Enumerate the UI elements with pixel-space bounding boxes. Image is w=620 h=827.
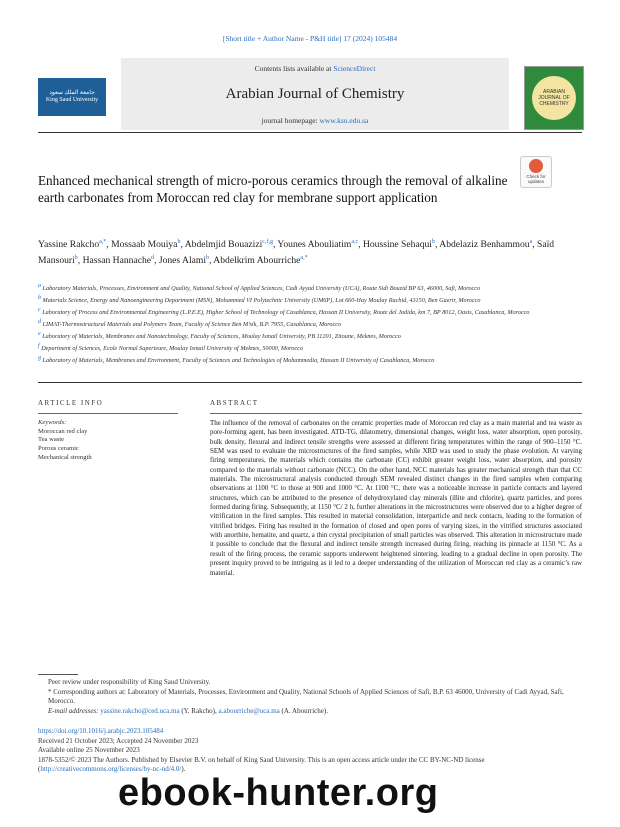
- author-name[interactable]: Abdelkrim Abourriche: [213, 254, 301, 266]
- affiliation-marker: f: [38, 342, 40, 349]
- author-affiliation-marker[interactable]: a,*: [99, 239, 107, 245]
- email-owner-abourriche: (A. Abourriche).: [279, 706, 328, 715]
- keywords-list: [38, 428, 188, 463]
- running-head[interactable]: [Short title + Author Name - P&H title] 17 (2024) 105484: [222, 34, 398, 43]
- author-affiliation-marker[interactable]: b: [74, 254, 78, 261]
- affiliation-list: [38, 282, 582, 366]
- corresponding-author-note: * Corresponding authors at: Laboratory of Materials, Processes, Environment and Quality, National Schools of Applied Sciences of Safi, B.P. 63 46000, University of Cadi Ayyad, Safi, Morocco.: [48, 687, 564, 706]
- footnotes: [38, 678, 582, 716]
- homepage-prefix: journal homepage:: [261, 116, 320, 125]
- available-date: Available online 25 November 2023: [38, 746, 140, 755]
- keywords-block: [38, 419, 188, 463]
- affiliation-text: Laboratory of Process and Environmental Engineering (L.P.E.E), Higher School of Technology of Casablanca, Hassan II University, Route del Jadida, km 7, BP 8012, Oasis, Casablanca, Morocco: [42, 309, 530, 316]
- journal-name: Arabian Journal of Chemistry: [225, 86, 405, 102]
- check-for-updates-button[interactable]: [520, 156, 552, 188]
- author-affiliation-marker[interactable]: a: [529, 239, 533, 245]
- email-owner-rakcho: (Y. Rakcho),: [179, 706, 219, 715]
- email-label: E-mail addresses:: [48, 706, 99, 715]
- affiliation-marker: b: [38, 294, 41, 301]
- journal-banner: [121, 58, 509, 130]
- homepage-link[interactable]: www.ksu.edu.sa: [319, 116, 369, 125]
- article-title: Enhanced mechanical strength of micro-porous ceramics through the removal of alkaline earth carbonates from Moroccan red clay for membrane support application: [38, 173, 508, 205]
- author-affiliation-marker[interactable]: b: [206, 254, 210, 261]
- journal-cover-image[interactable]: [524, 66, 584, 130]
- section-divider: [38, 382, 582, 383]
- author-name[interactable]: Younes Abouliatim: [277, 239, 352, 251]
- author-name[interactable]: Hassan Hannache: [82, 254, 152, 266]
- publisher-logo-arabic: جامعة الملك سعود: [49, 89, 95, 96]
- author-affiliation-marker[interactable]: d: [151, 254, 155, 261]
- author-name[interactable]: Saïd Mansouri: [38, 239, 555, 266]
- author-list: Yassine Rakcho$^{a,*}$, Mossaab Mouiya$^b$, Abdelmjid Bouazizi$^{c,f,g}$, Younes Abouliatim$^{a,c}$, Houssine Sehaqui$^b$, Abdelaziz Benhammou$^a$, Saïd Mansouri$^b$, Hassan Hannache$^d$, Jones Alami$^b$, Abdelkrim Abourriche$^{a,*}$: [38, 239, 555, 266]
- affiliation-item: [38, 342, 582, 354]
- email-line: [38, 707, 582, 717]
- check-updates-icon: [529, 159, 543, 173]
- affiliation-text: Laboratory Materials, Processes, Environment and Quality, National School of Applied Sciences, Cadi Ayyad University (UCA), Route Sidi Bouzid BP 63, 46000, Safi, Morocco: [42, 285, 481, 293]
- author-affiliation-marker[interactable]: b: [431, 239, 435, 245]
- contents-line: [121, 64, 509, 73]
- keywords-title: Keywords:: [38, 419, 67, 426]
- author-name[interactable]: Jones Alami: [158, 254, 207, 266]
- keyword-item: Tea waste: [38, 436, 65, 444]
- cover-emblem: ARABIAN JOURNAL OF CHEMISTRY: [532, 76, 576, 120]
- author-name[interactable]: Abdelmjid Bouazizi: [184, 239, 263, 251]
- article-info-divider: [38, 413, 178, 414]
- abstract-heading: ABSTRACT: [210, 399, 259, 407]
- peer-review-note: Peer review under responsibility of King Saud University.: [48, 678, 211, 686]
- affiliation-marker: g: [38, 354, 41, 361]
- check-updates-label: Check for updates: [526, 174, 546, 184]
- affiliation-text: Department of Sciences, Ecole Normal Superieure, Moulay Ismail University of Meknes, 50000, Morocco: [41, 344, 303, 352]
- license-link[interactable]: http://creativecommons.org/licenses/by-nc-nd/4.0/: [40, 765, 182, 774]
- affiliation-marker: e: [38, 330, 41, 337]
- affiliation-item: [38, 354, 582, 366]
- affiliation-item: [38, 282, 582, 294]
- abstract-divider: [210, 413, 582, 414]
- masthead: [38, 58, 582, 138]
- affiliation-marker: a: [38, 283, 41, 289]
- author-name[interactable]: Mossaab Mouiya: [111, 239, 178, 251]
- email-link-abourriche[interactable]: a.abourriche@uca.ma: [218, 706, 280, 715]
- email-link-rakcho[interactable]: yassine.rakcho@ced.uca.ma: [100, 706, 180, 715]
- author-name[interactable]: Yassine Rakcho: [38, 239, 100, 251]
- article-info-heading: ARTICLE INFO: [38, 399, 104, 407]
- affiliation-text: Materials Science, Energy and Nanoengineering Department (MSN), Mohammed VI Polytechnic University (UM6P), Lot 660-Hay Moulay Rachid, 43150, Ben Guerir, Morocco: [42, 297, 481, 305]
- affiliation-item: [38, 306, 582, 318]
- received-dates: Received 21 October 2023; Accepted 24 November 2023: [38, 736, 199, 745]
- author-affiliation-marker[interactable]: a,*: [300, 254, 308, 261]
- author-affiliation-marker[interactable]: c,f,g: [262, 239, 273, 245]
- author-affiliation-marker[interactable]: b: [177, 239, 181, 245]
- author-affiliation-marker[interactable]: a,c: [351, 239, 359, 245]
- affiliation-item: [38, 294, 582, 306]
- affiliation-text: Laboratory of Materials, Membranes and Nanotechnology, Faculty of Sciences, Moulay Ismail University, PB 11201, Zitoune, Meknes, Morocco: [42, 332, 401, 340]
- keyword-item: Moroccan red clay: [38, 427, 88, 435]
- affiliation-marker: d: [38, 318, 41, 325]
- doi-block: [38, 727, 582, 775]
- author-name[interactable]: Abdelaziz Benhammou: [439, 239, 530, 251]
- keyword-item: Mechanical strength: [38, 453, 92, 461]
- affiliation-text: LIMAT-Thermostructural Materials and Polymers Team, Faculty of Science Ben M’sik, B.P. 7955, Casablanca, Morocco: [42, 320, 342, 328]
- sciencedirect-link[interactable]: ScienceDirect: [333, 64, 376, 73]
- masthead-divider: [38, 132, 582, 133]
- license-suffix: ).: [181, 765, 186, 774]
- footnote-divider: [38, 674, 78, 675]
- publisher-logo-english: King Saud University: [45, 97, 99, 103]
- abstract-text: The influence of the removal of carbonates on the ceramic properties made of Moroccan red clay as a main material and tea waste as pore-forming agent, has been investigated. ATD-TG, dilatometry, dimensional changes, weight loss, water absorption, open porosity, bulk density, flexural and indirect tensile strengths were assessed at different firing temperatures within the range of 900–1150 °C. SEM was used to evaluate the microstructures of the fired samples, while XRD was used to study the phase evolution. At varying firing temperatures, the materials which contains the carbonate (CC) exhibit greater weight loss, water absorption, and porosity compared to the materials without carbonate (NCC). On the other hand, NCC materials has greater mechanical strength than that CC materials. The microstructural analysis conducted through SEM revealed distinct changes in the fired samples when comparing observations at 1100 °C to those at 900 and 1000 °C. At 1100 °C, there was a noticeable increase in particle contacts and layered structures, which can be attributed to the presence of dehydroxylated clay minerals (illite and chlorite), quartz particles, and pores formed during firing. Subsequently, at 1150 °C/ 2 h, further alterations in the microstructures were observed due to a higher degree of vitrification in the fired samples. This resulted in material consolidation, interparticle and neck contacts, leading to the formation of vitrified bridges. Firing has resulted in the formation of closed and open pores of varying sizes, in the vitrified structures associated with anorthite, hematite, and quartz, a thin crystal precipitation of small particles was observed. This alteration in microstructure made it possible to conclude that the flexural and indirect tensile strength increased during firing, reaching its pinnacle at 1150 °C. As a result of the firing process, the ceramic supports underwent heightened sintering, leading to a gradual decline in open porosity. The present inquiry proved to be intriguing as it led to a deeper understanding of the utilization of Moroccan red clay as a ceramic’s raw material.: [210, 420, 582, 577]
- publisher-logo[interactable]: [38, 78, 106, 116]
- contents-prefix: Contents lists available at: [254, 64, 334, 73]
- keyword-item: Porous ceramic: [38, 445, 79, 453]
- affiliation-text: Laboratory of Materials, Membranes and Environment, Faculty of Sciences and Technologies of Mohammedia, Hassan II University of Casablanca, Morocco: [42, 356, 435, 364]
- affiliation-item: [38, 318, 582, 330]
- homepage-line: [121, 116, 509, 125]
- doi-link[interactable]: https://doi.org/10.1016/j.arabjc.2023.105484: [38, 727, 164, 735]
- license-prefix: 1878-5352/© 2023 The Authors. Published by Elsevier B.V. on behalf of King Saud University. This is an open access article under the CC BY-NC-ND license (: [38, 755, 485, 774]
- affiliation-item: [38, 330, 582, 342]
- affiliation-marker: c: [38, 306, 41, 313]
- watermark: ebook-hunter.org: [118, 772, 439, 814]
- author-name[interactable]: Houssine Sehaqui: [362, 239, 432, 251]
